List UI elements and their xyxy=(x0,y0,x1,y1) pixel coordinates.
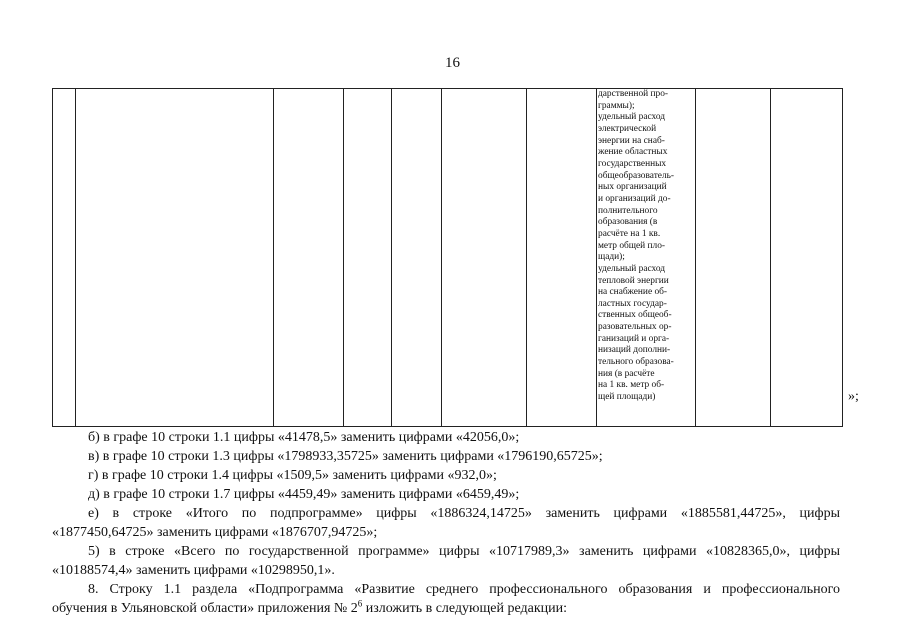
table-column-divider xyxy=(391,88,392,427)
table-cell-line: жение областных xyxy=(598,147,668,158)
table-cell-line: низаций дополни- xyxy=(598,345,671,356)
table-cell-line: энергии на снаб- xyxy=(598,135,665,146)
table-column-divider xyxy=(695,88,696,427)
table-cell-indicators xyxy=(598,89,693,404)
table-cell-line: граммы); xyxy=(598,100,635,111)
table-cell-line: государственных xyxy=(598,158,667,169)
table-frame xyxy=(52,88,843,427)
table-column-divider xyxy=(596,88,597,427)
table-cell-line: метр общей пло- xyxy=(598,240,666,251)
table-cell-line: дарственной про- xyxy=(598,89,669,99)
table-column-divider xyxy=(343,88,344,427)
table-cell-line: щади); xyxy=(598,252,625,263)
table-cell-line: полнительного xyxy=(598,205,658,216)
table-cell-line: удельный расход xyxy=(598,263,666,274)
table-cell-line: образования (в xyxy=(598,217,658,228)
paragraph-8-line1: 8. Строку 1.1 раздела «Подпрограмма «Развитие среднего профессионального образования и профессионального xyxy=(88,582,840,597)
paragraph-b: б) в графе 10 строки 1.1 цифры «41478,5» заменить цифрами «42056,0»; xyxy=(88,430,520,445)
table-cell-line: щей площади) xyxy=(598,392,656,403)
paragraph-5-line2: «10188574,4» заменить цифрами «10298950,1». xyxy=(52,563,335,578)
table-cell-line: удельный расход xyxy=(598,112,666,123)
table-cell-line: электрической xyxy=(598,123,657,134)
table-cell-line: тепловой энергии xyxy=(598,275,669,286)
closing-quote: »; xyxy=(848,389,859,404)
table-column-divider xyxy=(770,88,771,427)
table-cell-line: тельного образова- xyxy=(598,357,674,368)
paragraph-g: г) в графе 10 строки 1.4 цифры «1509,5» заменить цифрами «932,0»; xyxy=(88,468,497,483)
table-cell-line: на снабжение об- xyxy=(598,287,668,298)
table-column-divider xyxy=(441,88,442,427)
table-column-divider xyxy=(273,88,274,427)
table-cell-line: ния (в расчёте xyxy=(598,368,655,379)
paragraph-8-line2 xyxy=(52,599,804,618)
table-cell-line: ганизаций и орга- xyxy=(598,333,670,344)
table-column-divider xyxy=(526,88,527,427)
paragraph-d: д) в графе 10 строки 1.7 цифры «4459,49» заменить цифрами «6459,49»; xyxy=(88,487,520,502)
table-cell-line: расчёте на 1 кв. xyxy=(598,228,661,239)
table-cell-line: на 1 кв. метр об- xyxy=(598,380,665,391)
paragraph-8-line2-text: обучения в Ульяновской области» приложения № 2 xyxy=(52,601,358,616)
appendix-superscript: 6 xyxy=(357,598,363,609)
paragraph-8-line2-tail: изложить в следующей редакции: xyxy=(362,601,568,616)
table-cell-line: и организаций до- xyxy=(598,193,671,204)
page-number: 16 xyxy=(445,55,460,71)
table-column-divider xyxy=(75,88,76,427)
paragraph-v: в) в графе 10 строки 1.3 цифры «1798933,35725» заменить цифрами «1796190,65725»; xyxy=(88,449,603,464)
paragraph-e-line2: «1877450,64725» заменить цифрами «1876707,94725»; xyxy=(52,525,378,540)
table-cell-line: ластных государ- xyxy=(598,298,667,309)
table-cell-line: ных организаций xyxy=(598,182,667,193)
paragraph-e-line1: е) в строке «Итого по подпрограмме» цифры «1886324,14725» заменить цифрами «1885581,44725», цифры xyxy=(88,506,840,521)
table-cell-line: ственных общеоб- xyxy=(598,310,672,321)
table-cell-line: общеобразователь- xyxy=(598,170,675,181)
paragraph-5-line1: 5) в строке «Всего по государственной программе» цифры «10717989,3» заменить цифрами «10828365,0», цифры xyxy=(88,544,840,559)
table-cell-line: разовательных ор- xyxy=(598,322,672,333)
